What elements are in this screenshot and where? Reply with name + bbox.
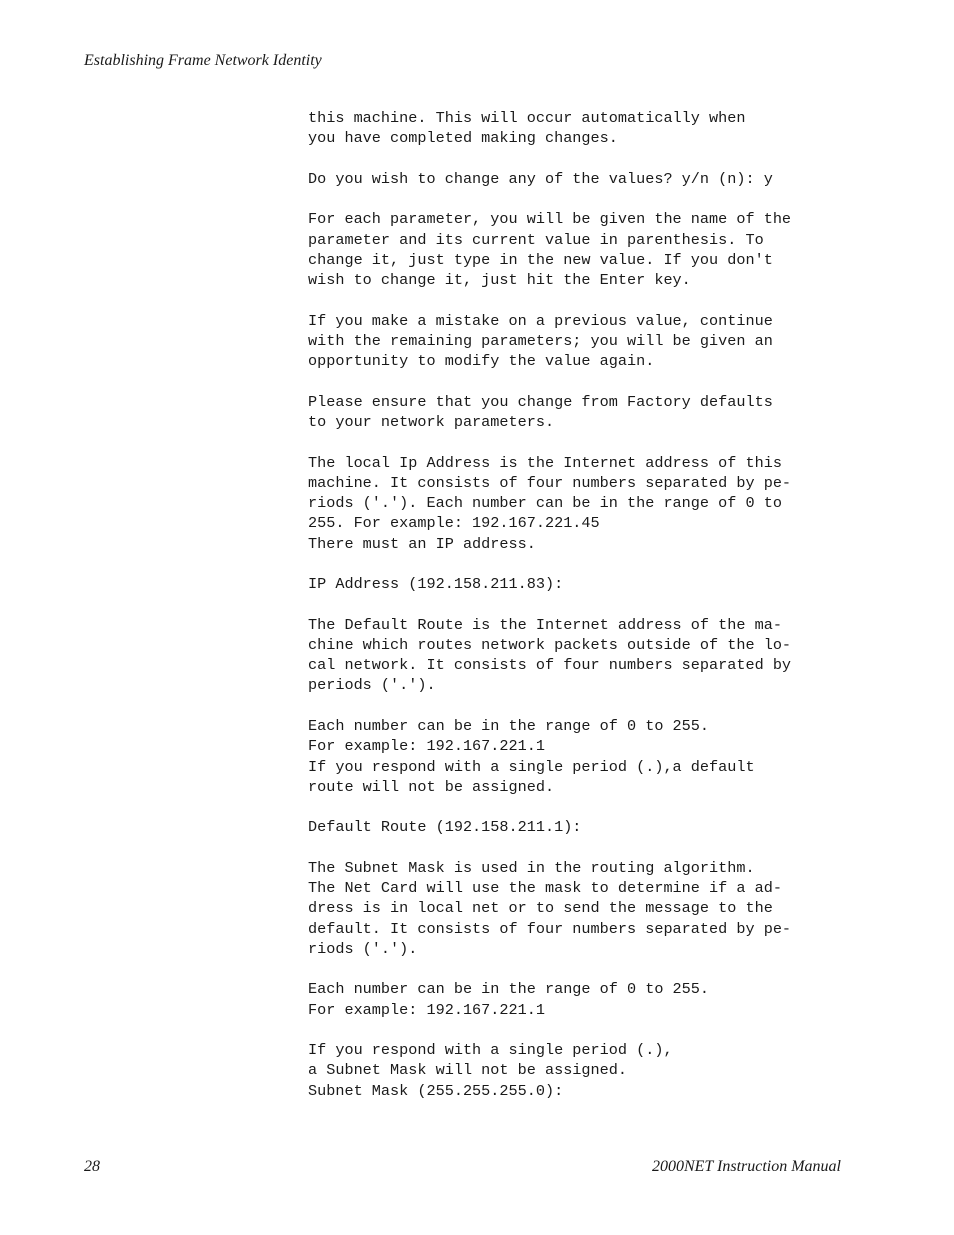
text-paragraph (308, 716, 868, 797)
text-paragraph (308, 615, 868, 696)
text-line: this machine. This will occur automatically when (308, 109, 746, 127)
text-line: If you respond with a single period (.), (308, 1041, 673, 1060)
text-line: For example: 192.167.221.1 (308, 1000, 545, 1019)
text-line: to your network parameters. (308, 412, 555, 431)
text-line: Each number can be in the range of 0 to 255. (308, 980, 710, 999)
text-line: For example: 192.167.221.1 (308, 737, 545, 756)
text-line: machine. It consists of four numbers separated by pe- (308, 473, 792, 492)
text-paragraph (308, 453, 868, 554)
text-paragraph (308, 574, 868, 594)
text-line: dress is in local net or to send the message to the (308, 899, 773, 918)
text-line: If you make a mistake on a previous value, continue (308, 311, 773, 330)
text-line: If you respond with a single period (.),a default (308, 757, 755, 776)
text-line: you have completed making changes. (308, 129, 618, 148)
text-line: Subnet Mask (255.255.255.0): (308, 1081, 564, 1100)
text-line: The Net Card will use the mask to determine if a ad- (308, 879, 782, 898)
manual-title: 2000NET Instruction Manual (651, 1158, 841, 1175)
text-line: Do you wish to change any of the values? y/n (n): y (308, 169, 773, 188)
text-line: default. It consists of four numbers separated by pe- (308, 919, 792, 938)
text-paragraph (308, 858, 868, 959)
text-line: chine which routes network packets outside of the lo- (308, 635, 792, 654)
page-number: 28 (84, 1158, 100, 1175)
text-line: a Subnet Mask will not be assigned. (308, 1061, 627, 1080)
text-paragraph (308, 392, 868, 433)
text-line: The local Ip Address is the Internet address of this (308, 453, 782, 472)
terminal-output-block (308, 108, 868, 1101)
text-paragraph (308, 1040, 868, 1101)
text-line: periods ('.'). (308, 676, 436, 695)
text-line: route will not be assigned. (308, 777, 555, 796)
text-line: wish to change it, just hit the Enter key. (308, 271, 691, 290)
text-paragraph (308, 311, 868, 372)
running-head: Establishing Frame Network Identity (84, 52, 322, 69)
text-line: 255. For example: 192.167.221.45 (308, 514, 600, 533)
text-paragraph (308, 169, 868, 189)
text-line: with the remaining parameters; you will be given an (308, 331, 773, 350)
text-line: change it, just type in the new value. If you don't (308, 250, 773, 269)
text-line: Default Route (192.158.211.1): (308, 818, 582, 837)
text-line: The Default Route is the Internet address of the ma- (308, 615, 782, 634)
text-paragraph (308, 817, 868, 837)
text-line: cal network. It consists of four numbers separated by (308, 656, 792, 675)
text-line: parameter and its current value in parenthesis. To (308, 230, 764, 249)
text-paragraph (308, 209, 868, 290)
text-line: IP Address (192.158.211.83): (308, 575, 564, 594)
text-line: riods ('.'). Each number can be in the range of 0 to (308, 494, 782, 513)
text-paragraph (308, 979, 868, 1020)
text-paragraph (308, 108, 868, 149)
text-line: opportunity to modify the value again. (308, 352, 655, 371)
text-line: Each number can be in the range of 0 to 255. (308, 716, 710, 735)
text-line: Please ensure that you change from Factory defaults (308, 392, 773, 411)
text-line: riods ('.'). (308, 939, 418, 958)
text-line: The Subnet Mask is used in the routing algorithm. (308, 858, 755, 877)
text-line: For each parameter, you will be given the name of the (308, 210, 792, 229)
text-line: There must an IP address. (308, 534, 536, 553)
